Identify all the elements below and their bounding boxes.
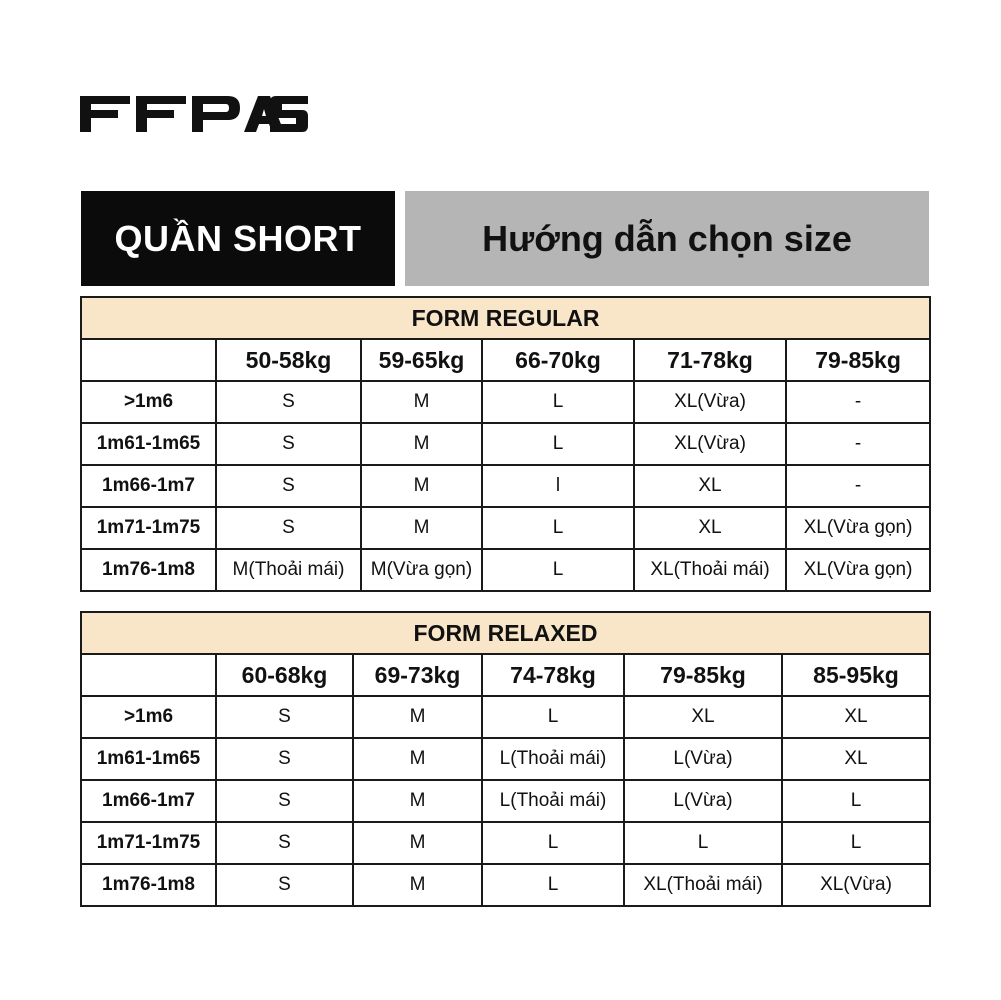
guide-title: Hướng dẫn chọn size — [482, 217, 852, 259]
size-cell: XL(Vừa) — [634, 423, 786, 465]
form-relaxed-title: FORM RELAXED — [81, 612, 930, 654]
size-cell: - — [786, 381, 930, 423]
height-label: 1m71-1m75 — [81, 507, 216, 549]
size-cell: L — [482, 423, 634, 465]
size-cell: L — [482, 696, 624, 738]
size-cell: S — [216, 423, 361, 465]
weight-column-header: 60-68kg — [216, 654, 353, 696]
size-cell: S — [216, 381, 361, 423]
size-cell: L — [482, 822, 624, 864]
size-cell: XL(Thoải mái) — [634, 549, 786, 591]
size-cell: M — [353, 822, 482, 864]
table-row — [81, 822, 930, 864]
size-cell: XL — [634, 465, 786, 507]
height-label: 1m76-1m8 — [81, 549, 216, 591]
guide-title-banner — [405, 191, 929, 286]
size-cell: S — [216, 780, 353, 822]
table-row — [81, 549, 930, 591]
size-cell: S — [216, 507, 361, 549]
size-cell: M(Thoải mái) — [216, 549, 361, 591]
table-row — [81, 423, 930, 465]
weight-column-header: 79-85kg — [786, 339, 930, 381]
size-cell: XL — [782, 696, 930, 738]
table-row — [81, 507, 930, 549]
size-cell: XL — [782, 738, 930, 780]
size-cell: L — [482, 507, 634, 549]
size-cell: M — [353, 696, 482, 738]
size-cell: l — [482, 465, 634, 507]
size-cell: S — [216, 864, 353, 906]
weight-column-header: 66-70kg — [482, 339, 634, 381]
size-cell: L — [482, 381, 634, 423]
form-relaxed-table — [80, 611, 931, 907]
size-cell: L(Thoải mái) — [482, 780, 624, 822]
weight-column-header: 79-85kg — [624, 654, 782, 696]
size-cell: XL — [634, 507, 786, 549]
height-label: 1m66-1m7 — [81, 465, 216, 507]
size-cell: XL(Vừa gọn) — [786, 507, 930, 549]
size-cell: - — [786, 423, 930, 465]
form-relaxed-header-row — [81, 654, 930, 696]
size-cell: XL(Vừa) — [634, 381, 786, 423]
form-regular-header-row — [81, 339, 930, 381]
table-row — [81, 864, 930, 906]
product-title: QUẦN SHORT — [114, 217, 362, 259]
form-regular-table — [80, 296, 931, 592]
table-row — [81, 696, 930, 738]
weight-column-header: 50-58kg — [216, 339, 361, 381]
weight-column-header: 74-78kg — [482, 654, 624, 696]
weight-column-header: 71-78kg — [634, 339, 786, 381]
weight-column-header: 85-95kg — [782, 654, 930, 696]
table-row — [81, 738, 930, 780]
size-cell: L — [482, 549, 634, 591]
size-cell: XL(Vừa gọn) — [786, 549, 930, 591]
product-title-banner — [81, 191, 395, 286]
size-cell: XL(Thoải mái) — [624, 864, 782, 906]
corner-cell — [81, 339, 216, 381]
table-row — [81, 381, 930, 423]
size-cell: L — [782, 822, 930, 864]
size-cell: XL(Vừa) — [782, 864, 930, 906]
table-row — [81, 780, 930, 822]
form-relaxed-title-row — [81, 612, 930, 654]
height-label: 1m66-1m7 — [81, 780, 216, 822]
table-row — [81, 465, 930, 507]
size-cell: L — [782, 780, 930, 822]
height-label: 1m71-1m75 — [81, 822, 216, 864]
size-cell: L — [482, 864, 624, 906]
size-cell: M — [361, 465, 482, 507]
form-regular-title-row — [81, 297, 930, 339]
corner-cell — [81, 654, 216, 696]
size-cell: L(Vừa) — [624, 780, 782, 822]
size-cell: M — [361, 381, 482, 423]
size-cell: S — [216, 696, 353, 738]
height-label: 1m76-1m8 — [81, 864, 216, 906]
size-cell: M — [361, 423, 482, 465]
size-cell: L(Vừa) — [624, 738, 782, 780]
size-cell: L — [624, 822, 782, 864]
size-cell: M — [353, 780, 482, 822]
weight-column-header: 69-73kg — [353, 654, 482, 696]
size-cell: S — [216, 822, 353, 864]
size-cell: M(Vừa gọn) — [361, 549, 482, 591]
height-label: 1m61-1m65 — [81, 423, 216, 465]
form-regular-title: FORM REGULAR — [81, 297, 930, 339]
weight-column-header: 59-65kg — [361, 339, 482, 381]
brand-logo — [80, 96, 308, 132]
height-label: >1m6 — [81, 696, 216, 738]
height-label: 1m61-1m65 — [81, 738, 216, 780]
size-cell: S — [216, 738, 353, 780]
size-cell: M — [353, 738, 482, 780]
size-cell: XL — [624, 696, 782, 738]
size-cell: M — [353, 864, 482, 906]
size-cell: - — [786, 465, 930, 507]
size-cell: S — [216, 465, 361, 507]
size-cell: L(Thoải mái) — [482, 738, 624, 780]
height-label: >1m6 — [81, 381, 216, 423]
size-cell: M — [361, 507, 482, 549]
